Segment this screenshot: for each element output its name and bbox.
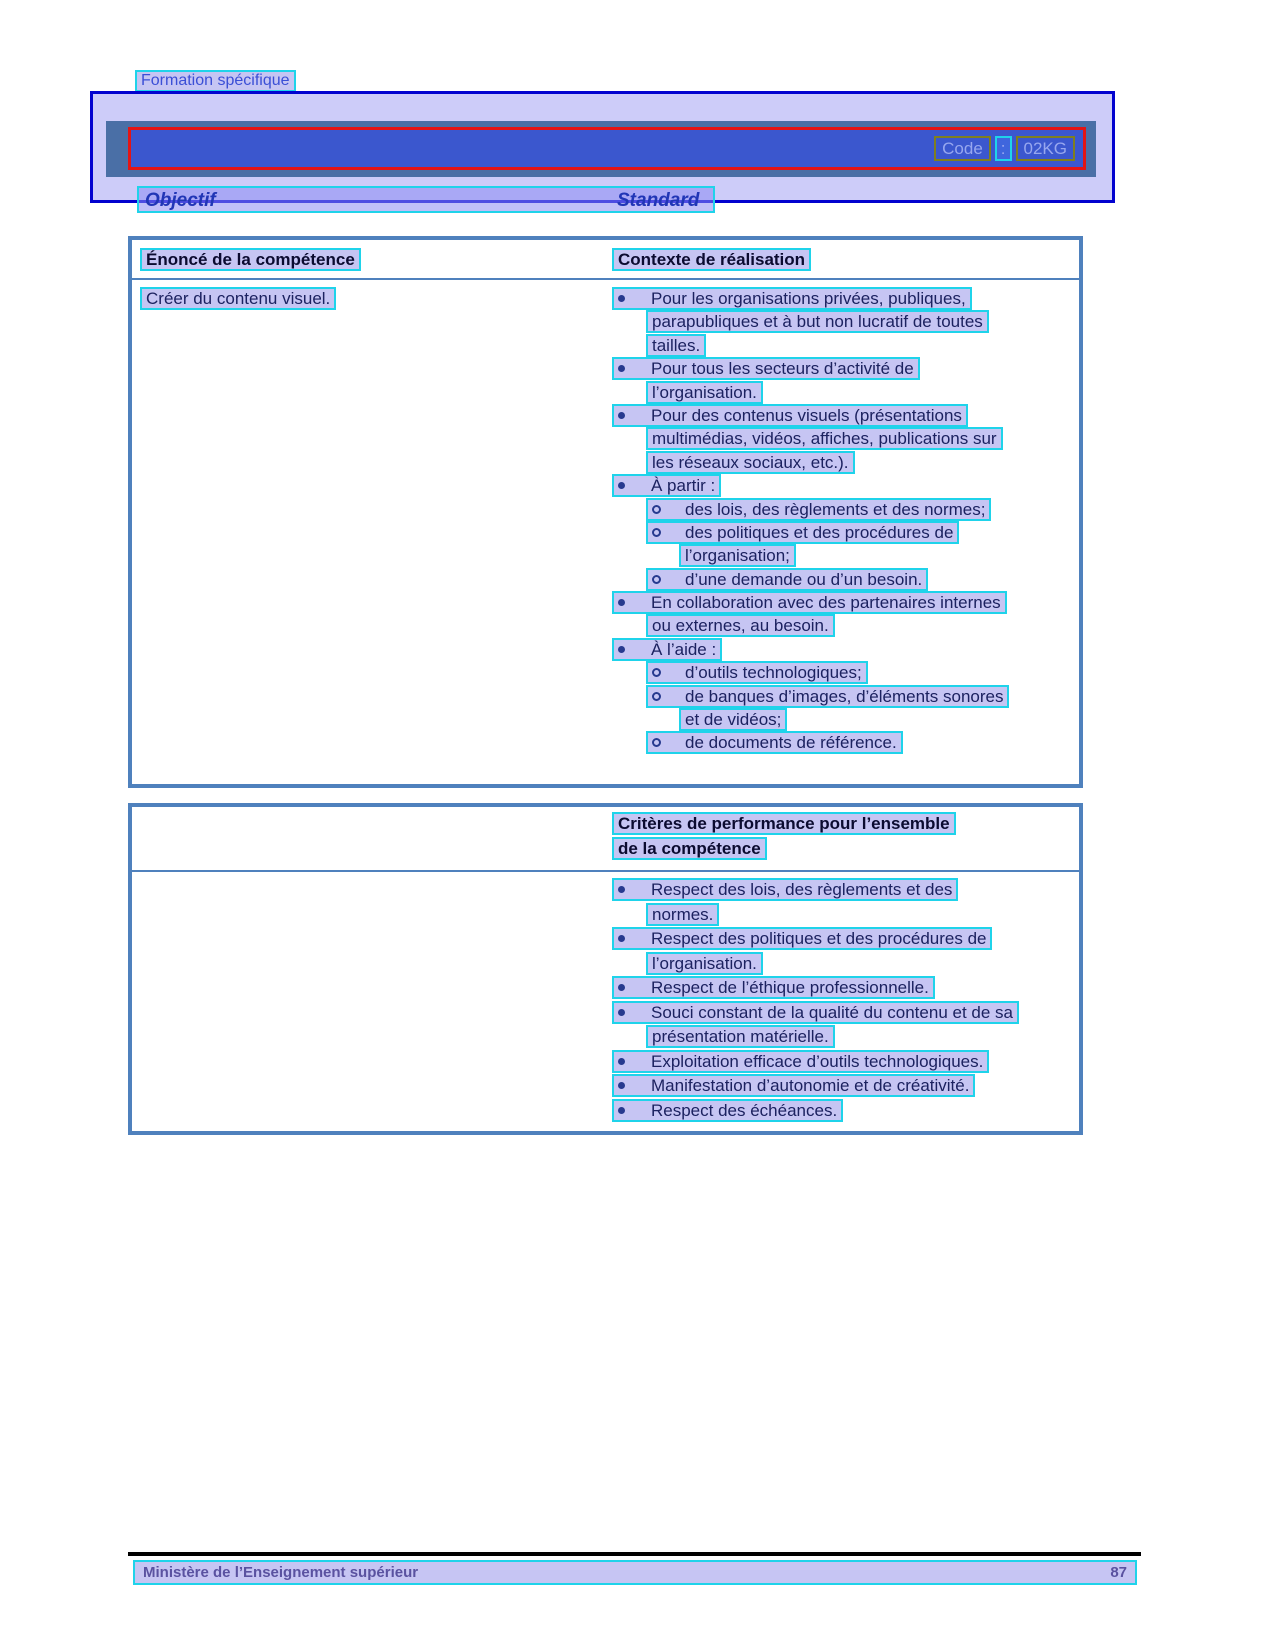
bullet-line: À partir : (612, 474, 721, 497)
standard-heading: Standard (617, 190, 700, 211)
bullet-line: de banques d’images, d’éléments sonores (646, 685, 1009, 708)
bullet-circle-icon (652, 523, 685, 542)
footer-ministry: Ministère de l’Enseignement supérieur (143, 1564, 419, 1581)
bullet-dot-icon (618, 359, 651, 378)
bullet-dot-icon (618, 978, 651, 997)
bullet-dot-icon (618, 1076, 651, 1095)
circle-glyph (652, 505, 661, 514)
bullet-row (612, 1099, 1019, 1124)
bullet-line: Manifestation d’autonomie et de créativité. (612, 1074, 975, 1097)
bullet-row (612, 661, 1009, 684)
dot-glyph (618, 1009, 625, 1016)
bullet-row (612, 381, 1009, 404)
bullet-continuation-line: l’organisation; (679, 544, 796, 567)
bullet-row (612, 498, 1009, 521)
bullet-circle-icon (652, 687, 685, 706)
bullet-row (612, 334, 1009, 357)
bullet-row (612, 731, 1009, 754)
dot-glyph (618, 886, 625, 893)
bullet-continuation-line: parapubliques et à but non lucratif de toutes (646, 310, 989, 333)
title-bar (128, 127, 1086, 170)
bullet-row (612, 1050, 1019, 1075)
footer-rule (128, 1552, 1141, 1556)
contexte-header: Contexte de réalisation (612, 248, 811, 271)
bullet-row (612, 903, 1019, 928)
criteria-header-line2: de la compétence (612, 837, 767, 860)
competence-table-header-row (132, 240, 1079, 280)
section-label (135, 70, 296, 92)
bullet-row (612, 357, 1009, 380)
bullet-line: Pour des contenus visuels (présentations (612, 404, 968, 427)
bullet-row (612, 927, 1019, 952)
bullet-line: Pour les organisations privées, publiques, (612, 287, 972, 310)
dot-glyph (618, 935, 625, 942)
bullet-dot-icon (618, 929, 651, 948)
footer-bar (133, 1560, 1137, 1585)
competence-statement: Créer du contenu visuel. (140, 287, 336, 310)
bullet-line: d’outils technologiques; (646, 661, 868, 684)
bullet-row (612, 427, 1009, 450)
bullet-continuation-line: les réseaux sociaux, etc.). (646, 451, 855, 474)
bullet-line: des lois, des règlements et des normes; (646, 498, 991, 521)
code-value: 02KG (1016, 136, 1075, 161)
circle-glyph (652, 738, 661, 747)
bullet-dot-icon (618, 406, 651, 425)
dot-glyph (618, 1058, 625, 1065)
dot-glyph (618, 482, 625, 489)
bullet-continuation-line: normes. (646, 903, 719, 926)
bullet-row (612, 404, 1009, 427)
bullet-continuation-line: présentation matérielle. (646, 1025, 835, 1048)
circle-glyph (652, 575, 661, 584)
competence-table (128, 236, 1083, 788)
bullet-circle-icon (652, 570, 685, 589)
bullet-dot-icon (618, 640, 651, 659)
bullet-dot-icon (618, 289, 651, 308)
bullet-row (612, 451, 1009, 474)
bullet-dot-icon (618, 1101, 651, 1120)
bullet-row (612, 614, 1009, 637)
code-label: Code (934, 136, 991, 161)
bullet-circle-icon (652, 663, 685, 682)
bullet-continuation-line: ou externes, au besoin. (646, 614, 835, 637)
bullet-line: Respect des lois, des règlements et des (612, 878, 958, 901)
bullet-circle-icon (652, 733, 685, 752)
bullet-line: Souci constant de la qualité du contenu et de sa (612, 1001, 1019, 1024)
footer-page-number: 87 (1110, 1564, 1127, 1581)
dot-glyph (618, 1082, 625, 1089)
bullet-dot-icon (618, 1003, 651, 1022)
bullet-line: des politiques et des procédures de (646, 521, 959, 544)
bullet-row (612, 287, 1009, 310)
bullet-continuation-line: tailles. (646, 334, 706, 357)
bullet-dot-icon (618, 1052, 651, 1071)
bullet-dot-icon (618, 593, 651, 612)
dot-glyph (618, 1107, 625, 1114)
criteria-header (612, 812, 956, 862)
bullet-row (612, 1025, 1019, 1050)
bullet-row (612, 310, 1009, 333)
bullet-line: Respect de l’éthique professionnelle. (612, 976, 935, 999)
bullet-continuation-line: multimédias, vidéos, affiches, publications sur (646, 427, 1003, 450)
objectif-standard-row (137, 186, 715, 213)
bullet-row (612, 878, 1019, 903)
bullet-row (612, 521, 1009, 544)
bullet-continuation-line: l’organisation. (646, 952, 763, 975)
bullet-line: Respect des politiques et des procédures de (612, 927, 992, 950)
criteria-table (128, 803, 1083, 1135)
code-separator: : (995, 136, 1012, 161)
dot-glyph (618, 295, 625, 302)
bullet-continuation-line: l’organisation. (646, 381, 763, 404)
bullet-row (612, 1001, 1019, 1026)
bullet-row (612, 976, 1019, 1001)
bullet-line: Exploitation efficace d’outils technologiques. (612, 1050, 989, 1073)
contexte-bullet-list (612, 285, 1009, 755)
dot-glyph (618, 412, 625, 419)
bullet-dot-icon (618, 880, 651, 899)
dot-glyph (618, 599, 625, 606)
bullet-row (612, 685, 1009, 708)
bullet-line: En collaboration avec des partenaires internes (612, 591, 1007, 614)
bullet-continuation-line: et de vidéos; (679, 708, 787, 731)
criteria-bullet-list (612, 878, 1019, 1123)
bullet-row (612, 591, 1009, 614)
enonce-header: Énoncé de la compétence (140, 248, 361, 271)
circle-glyph (652, 692, 661, 701)
bullet-line: de documents de référence. (646, 731, 903, 754)
bullet-line: À l’aide : (612, 638, 722, 661)
section-label-text: Formation spécifique (135, 70, 296, 92)
bullet-row (612, 638, 1009, 661)
dot-glyph (618, 646, 625, 653)
bullet-row (612, 1074, 1019, 1099)
bullet-row (612, 708, 1009, 731)
bullet-row (612, 952, 1019, 977)
code-group (934, 136, 1075, 161)
bullet-row (612, 568, 1009, 591)
bullet-line: Respect des échéances. (612, 1099, 843, 1122)
bullet-circle-icon (652, 500, 685, 519)
bullet-line: d’une demande ou d’un besoin. (646, 568, 928, 591)
bullet-dot-icon (618, 476, 651, 495)
bullet-row (612, 474, 1009, 497)
competence-statement-cell (140, 287, 336, 310)
criteria-table-header-row (132, 807, 1079, 872)
dot-glyph (618, 365, 625, 372)
dot-glyph (618, 984, 625, 991)
objectif-heading: Objectif (145, 190, 216, 211)
circle-glyph (652, 528, 661, 537)
bullet-row (612, 544, 1009, 567)
circle-glyph (652, 668, 661, 677)
bullet-line: Pour tous les secteurs d’activité de (612, 357, 920, 380)
criteria-header-line1: Critères de performance pour l’ensemble (612, 812, 956, 835)
